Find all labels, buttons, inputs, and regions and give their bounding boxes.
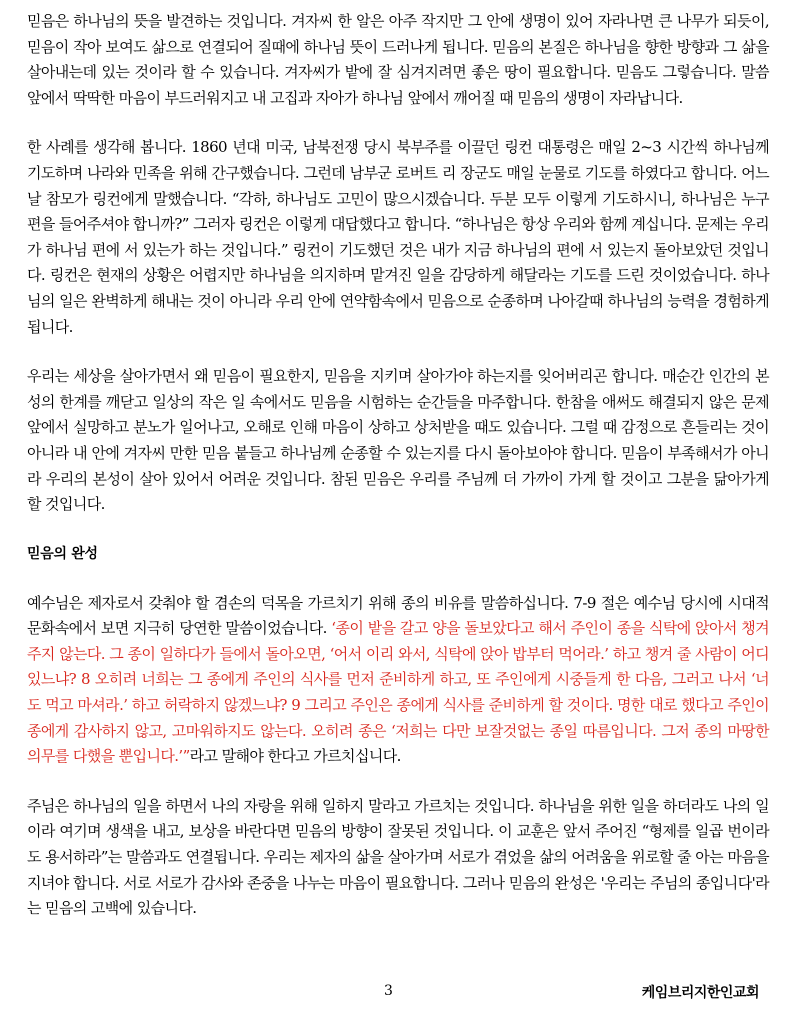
church-name: 케임브리지한인교회 xyxy=(641,985,759,1001)
document-body xyxy=(27,9,769,922)
paragraph-servant-parable xyxy=(27,591,769,770)
parable-conclusion-text: 라고 말해야 한다고 가르치십니다. xyxy=(189,747,401,766)
paragraph-completion-of-faith: 주님은 하나님의 일을 하면서 나의 자랑을 위해 일하지 말라고 가르치는 것입니다. 하나님을 위한 일을 하더라도 나의 일이라 여기며 생색을 내고, 보상을 바란다면 믿음의 방향이 잘못된 것입니다. 이 교훈은 앞서 주어진 “형제를 일곱 번이라도 용서하라”는 말씀과도 연결됩니다. 우리는 제자의 삶을 살아가며 서로가 겪었을 삶의 어려움을 위로할 줄 아는 마음을 지녀야 합니다. 서로 서로가 감사와 존중을 나누는 마음이 필요합니다. 그러나 믿음의 완성은 '우리는 주님의 종입니다'라는 믿음의 고백에 있습니다. xyxy=(27,796,769,918)
paragraph-lincoln: 한 사례를 생각해 봅니다. 1860 년대 미국, 남북전쟁 당시 북부주를 이끌던 링컨 대통령은 매일 2~3 시간씩 하나님께 기도하며 나라와 민족을 위해 간구했습니다. 그런데 남부군 로버트 리 장군도 매일 눈물로 기도를 하였다고 합니다. 어느 날 참모가 링컨에게 말했습니다. “각하, 하나님도 고민이 많으시겠습니다. 두분 모두 이렇게 기도하시니, 하나님은 누구 편을 들어주셔야 합니까?” 그러자 링컨은 이렇게 대답했다고 합니다. “하나님은 항상 우리와 함께 계십니다. 문제는 우리가 하나님 편에 서 있는가 하는 것입니다.” 링컨이 기도했던 것은 내가 지금 하나님의 편에 서 있는지 돌아보았던 것입니다. 링컨은 현재의 상황은 어렵지만 하나님을 의지하며 맡겨진 일을 감당하게 해달라는 기도를 드린 것이었습니다. 하나님의 일은 완벽하게 해내는 것이 아니라 우리 안에 연약함속에서 믿음으로 순종하며 나아갈때 하나님의 능력을 경험하게 됩니다. xyxy=(27,138,769,336)
scripture-quote: ‘종이 밭을 갈고 양을 돌보았다고 해서 주인이 종을 식탁에 앉아서 챙겨주지 않는다. 그 종이 일하다가 들에서 돌아오면, ‘어서 이리 와서, 식탁에 앉아 밥부터 먹어라.’ 하고 챙겨 줄 사람이 어디 있느냐? 8 오히려 너희는 그 종에게 주인의 식사를 먼저 준비하게 하고, 또 주인에게 시중들게 한 다음, 그러고 나서 ‘너도 먹고 마셔라.’ 하고 허락하지 않겠느냐? 9 그리고 주인은 종에게 식사를 준비하게 할 것이다. 명한 대로 했다고 주인이 종에게 감사하지 않고, 고마워하지도 않는다. 오히려 종은 ‘저희는 다만 보잘것없는 종일 따름입니다. 그저 종의 마땅한 의무를 다했을 뿐입니다.’” xyxy=(27,619,769,766)
parable-intro-text: 예수님은 제자로서 갖춰야 할 겸손의 덕목을 가르치기 위해 종의 비유를 말씀하십니다. 7-9 절은 예수님 당시에 시대적 문화속에서 보면 지극히 당연한 말씀이었습니다. xyxy=(27,593,769,638)
section-heading: 믿음의 완성 xyxy=(27,545,98,562)
page-number: 3 xyxy=(384,983,393,999)
paragraph-human-nature: 우리는 세상을 살아가면서 왜 믿음이 필요한지, 믿음을 지키며 살아가야 하는지를 잊어버리곤 합니다. 매순간 인간의 본성의 한계를 깨닫고 일상의 작은 일 속에서도 믿음을 시험하는 순간들을 마주합니다. 한참을 애써도 해결되지 않은 문제 앞에서 실망하고 분노가 일어나고, 오해로 인해 마음이 상하고 상처받을 때도 있습니다. 그럴 때 감정으로 흔들리는 것이 아니라 내 안에 겨자씨 만한 믿음 붙들고 하나님께 순종할 수 있는지를 다시 돌아보아야 합니다. 믿음이 부족해서가 아니라 우리의 본성이 살아 있어서 어려운 것입니다. 참된 믿음은 우리를 주님께 더 가까이 가게 할 것이고 그분을 닮아가게 할 것입니다. xyxy=(27,367,769,514)
paragraph-mustard-seed: 믿음은 하나님의 뜻을 발견하는 것입니다. 겨자씨 한 알은 아주 작지만 그 안에 생명이 있어 자라나면 큰 나무가 되듯이, 믿음이 작아 보여도 삶으로 연결되어 질때에 하나님 뜻이 드러나게 됩니다. 믿음의 본질은 하나님을 향한 방향과 그 삶을 살아내는데 있는 것이라 할 수 있습니다. 겨자씨가 밭에 잘 심겨지려면 좋은 땅이 필요합니다. 믿음도 그렇습니다. 말씀 앞에서 딱딱한 마음이 부드러워지고 내 고집과 자아가 하나님 앞에서 깨어질 때 믿음의 생명이 자라납니다. xyxy=(27,12,769,107)
